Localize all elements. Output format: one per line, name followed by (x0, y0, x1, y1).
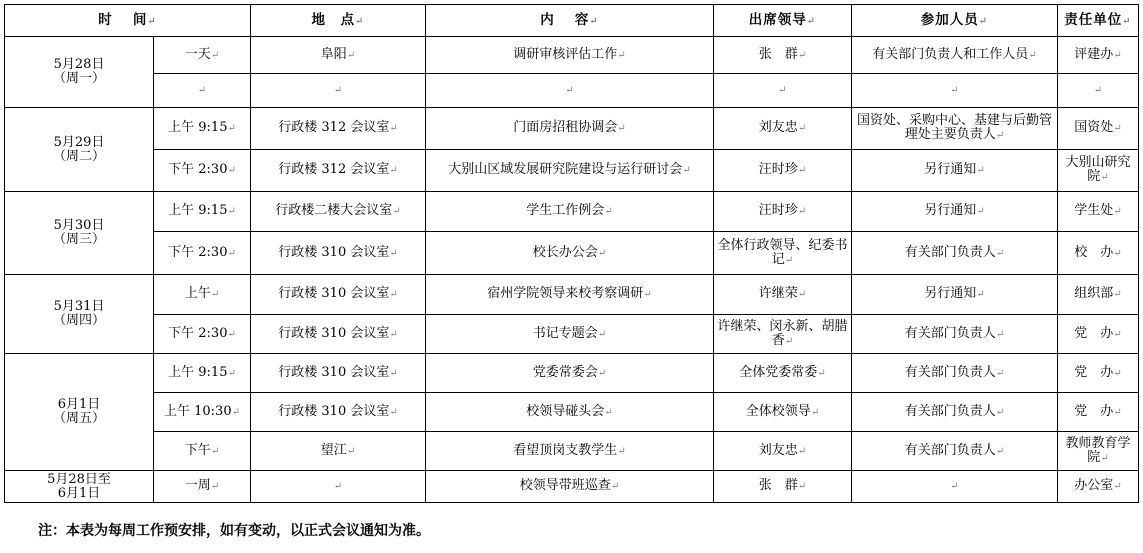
leader-cell: ↵ (714, 74, 852, 108)
date-cell: 5月31日 （周四） (5, 275, 154, 354)
time-cell: 一周↵ (154, 471, 251, 503)
time-cell: 上午 10:30↵ (154, 393, 251, 432)
participants-cell: 有关部门负责人↵ (852, 315, 1058, 354)
time-cell: 上午 9:15↵ (154, 192, 251, 232)
header-participants: 参加人员↵ (852, 5, 1058, 37)
time-cell: 上午 9:15↵ (154, 108, 251, 150)
header-unit: 责任单位↵ (1058, 5, 1139, 37)
leader-cell: 全体校领导↵ (714, 393, 852, 432)
header-place: 地 点↵ (251, 5, 426, 37)
content-cell: 校领导碰头会↵ (426, 393, 714, 432)
place-cell: 阜阳↵ (251, 37, 426, 74)
participants-cell: 有关部门负责人↵ (852, 393, 1058, 432)
leader-cell: 刘友忠↵ (714, 108, 852, 150)
content-cell: 校长办公会↵ (426, 232, 714, 275)
time-cell: ↵ (154, 74, 251, 108)
unit-cell: 国资处↵ (1058, 108, 1139, 150)
time-cell: 下午 2:30↵ (154, 232, 251, 275)
leader-cell: 汪时珍↵ (714, 192, 852, 232)
unit-cell: 组织部↵ (1058, 275, 1139, 315)
unit-cell: 大别山研究院↵ (1058, 150, 1139, 192)
place-cell: 行政楼二楼大会议室↵ (251, 192, 426, 232)
place-cell: 行政楼 310 会议室↵ (251, 393, 426, 432)
table-row (5, 354, 1139, 393)
unit-cell: 办公室↵ (1058, 471, 1139, 503)
participants-cell: 有关部门负责人↵ (852, 354, 1058, 393)
place-cell: ↵ (251, 74, 426, 108)
footnote: 注：本表为每周工作预安排，如有变动，以正式会议通知为准。 (38, 523, 430, 539)
leader-cell: 全体党委常委↵ (714, 354, 852, 393)
content-cell: 学生工作例会↵ (426, 192, 714, 232)
weekly-schedule-table (4, 4, 1139, 503)
unit-cell: ↵ (1058, 74, 1139, 108)
unit-cell: 评建办↵ (1058, 37, 1139, 74)
content-cell: 党委常委会↵ (426, 354, 714, 393)
date-cell: 5月29日 （周二） (5, 108, 154, 192)
table-row (5, 232, 1139, 275)
place-cell: 行政楼 310 会议室↵ (251, 315, 426, 354)
date-cell: 6月1日 （周五） (5, 354, 154, 471)
place-cell: 行政楼 310 会议室↵ (251, 232, 426, 275)
time-cell: 下午 2:30↵ (154, 150, 251, 192)
table-row (5, 275, 1139, 315)
table-row (5, 74, 1139, 108)
participants-cell: 有关部门负责人和工作人员↵ (852, 37, 1058, 74)
time-cell: 下午 2:30↵ (154, 315, 251, 354)
leader-cell: 许继荣↵ (714, 275, 852, 315)
header-leader: 出席领导↵ (714, 5, 852, 37)
place-cell: ↵ (251, 471, 426, 503)
leader-cell: 刘友忠↵ (714, 432, 852, 471)
participants-cell: 有关部门负责人↵ (852, 232, 1058, 275)
table-row (5, 150, 1139, 192)
content-cell: 调研审核评估工作↵ (426, 37, 714, 74)
header-time: 时 间↵ (5, 5, 251, 37)
leader-cell: 全体行政领导、纪委书记↵ (714, 232, 852, 275)
place-cell: 望江↵ (251, 432, 426, 471)
time-cell: 上午↵ (154, 275, 251, 315)
content-cell: 校领导带班巡查↵ (426, 471, 714, 503)
table-row (5, 192, 1139, 232)
leader-cell: 张 群↵ (714, 37, 852, 74)
time-cell: 一天↵ (154, 37, 251, 74)
place-cell: 行政楼 310 会议室↵ (251, 354, 426, 393)
time-cell: 上午 9:15↵ (154, 354, 251, 393)
place-cell: 行政楼 312 会议室↵ (251, 108, 426, 150)
unit-cell: 党 办↵ (1058, 393, 1139, 432)
participants-cell: 另行通知↵ (852, 192, 1058, 232)
leader-cell: 许继荣、闵永新、胡腊香↵ (714, 315, 852, 354)
date-cell: 5月28日至 6月1日 (5, 471, 154, 503)
participants-cell: 国资处、采购中心、基建与后勤管理处主要负责人↵ (852, 108, 1058, 150)
content-cell: 门面房招租协调会↵ (426, 108, 714, 150)
participants-cell: 另行通知↵ (852, 150, 1058, 192)
content-cell: 书记专题会↵ (426, 315, 714, 354)
unit-cell: 校 办↵ (1058, 232, 1139, 275)
participants-cell: 有关部门负责人↵ (852, 432, 1058, 471)
date-cell: 5月28日 （周一） (5, 37, 154, 108)
leader-cell: 汪时珍↵ (714, 150, 852, 192)
content-cell: ↵ (426, 74, 714, 108)
leader-cell: 张 群↵ (714, 471, 852, 503)
participants-cell: ↵ (852, 471, 1058, 503)
participants-cell: ↵ (852, 74, 1058, 108)
participants-cell: 另行通知↵ (852, 275, 1058, 315)
table-row (5, 393, 1139, 432)
unit-cell: 党 办↵ (1058, 354, 1139, 393)
table-row (5, 315, 1139, 354)
table-row (5, 432, 1139, 471)
unit-cell: 学生处↵ (1058, 192, 1139, 232)
content-cell: 宿州学院领导来校考察调研↵ (426, 275, 714, 315)
table-row (5, 108, 1139, 150)
date-cell: 5月30日 （周三） (5, 192, 154, 275)
table-row (5, 37, 1139, 74)
place-cell: 行政楼 310 会议室↵ (251, 275, 426, 315)
table-row (5, 471, 1139, 503)
unit-cell: 教师教育学院↵ (1058, 432, 1139, 471)
time-cell: 下午↵ (154, 432, 251, 471)
header-content: 内 容↵ (426, 5, 714, 37)
place-cell: 行政楼 312 会议室↵ (251, 150, 426, 192)
header-row (5, 5, 1139, 37)
unit-cell: 党 办↵ (1058, 315, 1139, 354)
content-cell: 看望顶岗支教学生↵ (426, 432, 714, 471)
content-cell: 大别山区域发展研究院建设与运行研讨会↵ (426, 150, 714, 192)
